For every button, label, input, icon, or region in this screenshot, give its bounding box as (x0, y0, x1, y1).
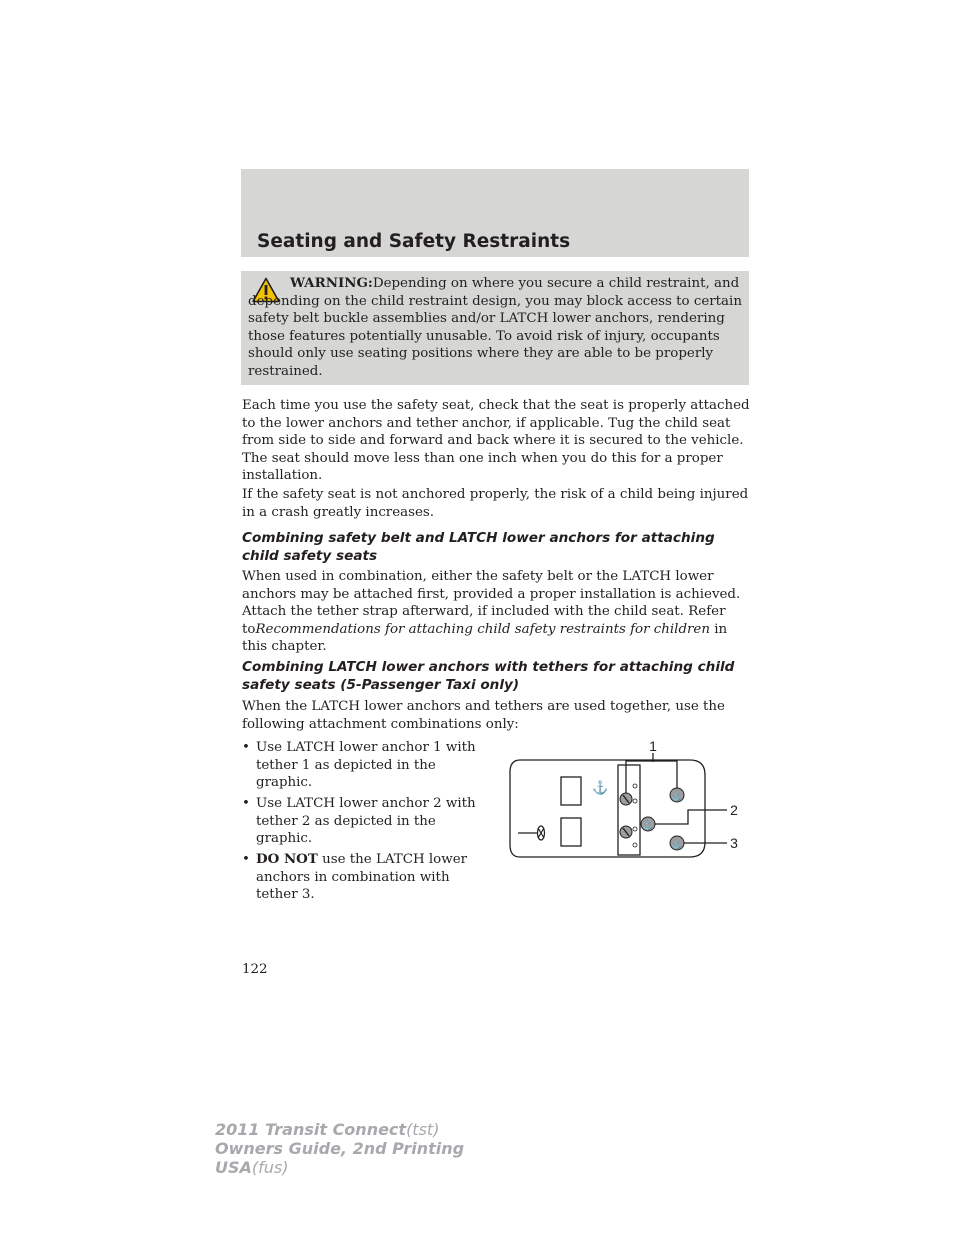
footer-model-code: (tst) (406, 1120, 440, 1139)
tether-anchor-icon (641, 817, 655, 831)
bullet-text (256, 851, 492, 904)
list-item (242, 851, 492, 904)
latch-anchor-icon (620, 793, 632, 805)
cross-reference: Recommendations for attaching child safety restraints for children (255, 621, 710, 637)
bolt-circles (633, 784, 637, 847)
list-item (242, 739, 492, 792)
paragraph-combination (242, 568, 750, 656)
seat-block-lower (561, 818, 581, 846)
paragraph-combination-end: in this chapter. (242, 621, 728, 655)
footer-imprint (215, 1120, 464, 1177)
latch-anchor-icon (620, 826, 632, 838)
subheading-latch-tethers: Combining LATCH lower anchors with tethers for attaching child safety seats (5-Passenger Taxi only) (242, 659, 735, 693)
latch-anchor-diagram (505, 737, 755, 862)
paragraph-attachment-combos: When the LATCH lower anchors and tethers are used together, use the following attachment combinations only: (242, 699, 725, 732)
seat-block-upper (561, 777, 581, 805)
callout-2: 2 (730, 802, 738, 818)
paragraph-check-attachment: Each time you use the safety seat, check that the seat is properly attached to the lower anchors and tether anchor, if applicable. Tug the child seat from side to side and forward and back where it is secured to the vehicle. The seat should move less than one inch when you do this for a proper installation. (242, 398, 750, 484)
footer-model: 2011 Transit Connect (215, 1120, 407, 1139)
footer-market-code: (fus) (251, 1158, 289, 1177)
footer-line-3 (215, 1158, 464, 1177)
section-header (241, 169, 749, 257)
paragraph-risk: If the safety seat is not anchored properly, the risk of a child being injured in a crash greatly increases. (242, 487, 749, 520)
steering-icon (518, 826, 545, 840)
tether-anchor-icon (670, 788, 684, 802)
page-number: 122 (242, 962, 268, 977)
callout-3: 3 (730, 835, 738, 851)
anchor-icon-small: ⚓ (592, 781, 609, 796)
bullet-rest: use the LATCH lower anchors in combination with tether 3. (256, 852, 468, 903)
rear-seat-block (618, 765, 640, 855)
svg-text:⚓: ⚓ (670, 839, 684, 850)
paragraph-combination-text: When used in combination, either the safety belt or the LATCH lower anchors may be attached first, provided a proper installation is achieved. Attach the tether strap afterward, if included with the child seat. Refer to (242, 569, 741, 637)
footer-line-1 (215, 1120, 464, 1139)
footer-line-2: Owners Guide, 2nd Printing (215, 1139, 465, 1158)
bullet-text: Use LATCH lower anchor 2 with tether 2 as depicted in the graphic. (256, 796, 476, 847)
list-item (242, 795, 492, 848)
warning-box (241, 271, 749, 385)
footer-market: USA (215, 1158, 252, 1177)
callout-1: 1 (649, 738, 657, 754)
svg-text:⚓: ⚓ (670, 791, 684, 802)
warning-text (248, 275, 746, 381)
subheading-combining-belt-latch: Combining safety belt and LATCH lower anchors for attaching child safety seats (242, 530, 715, 564)
tether-anchor-icon (670, 836, 684, 850)
bullet-emphasis: DO NOT (256, 851, 318, 867)
section-title: Seating and Safety Restraints (257, 231, 571, 252)
bullet-dot: • (242, 740, 250, 755)
svg-text:⚓: ⚓ (641, 820, 655, 831)
bullet-dot: • (242, 796, 250, 811)
bullet-dot: • (242, 852, 250, 867)
bullet-text: Use LATCH lower anchor 1 with tether 1 as depicted in the graphic. (256, 740, 476, 791)
warning-body: Depending on where you secure a child restraint, and depending on the child restraint design, you may block access to certain safety belt buckle assemblies and/or LATCH lower anchors, rendering those features potentially unusable. To avoid risk of injury, occupants should only use seating positions where they are able to be properly restrained. (248, 276, 742, 379)
warning-label: WARNING: (290, 275, 373, 291)
